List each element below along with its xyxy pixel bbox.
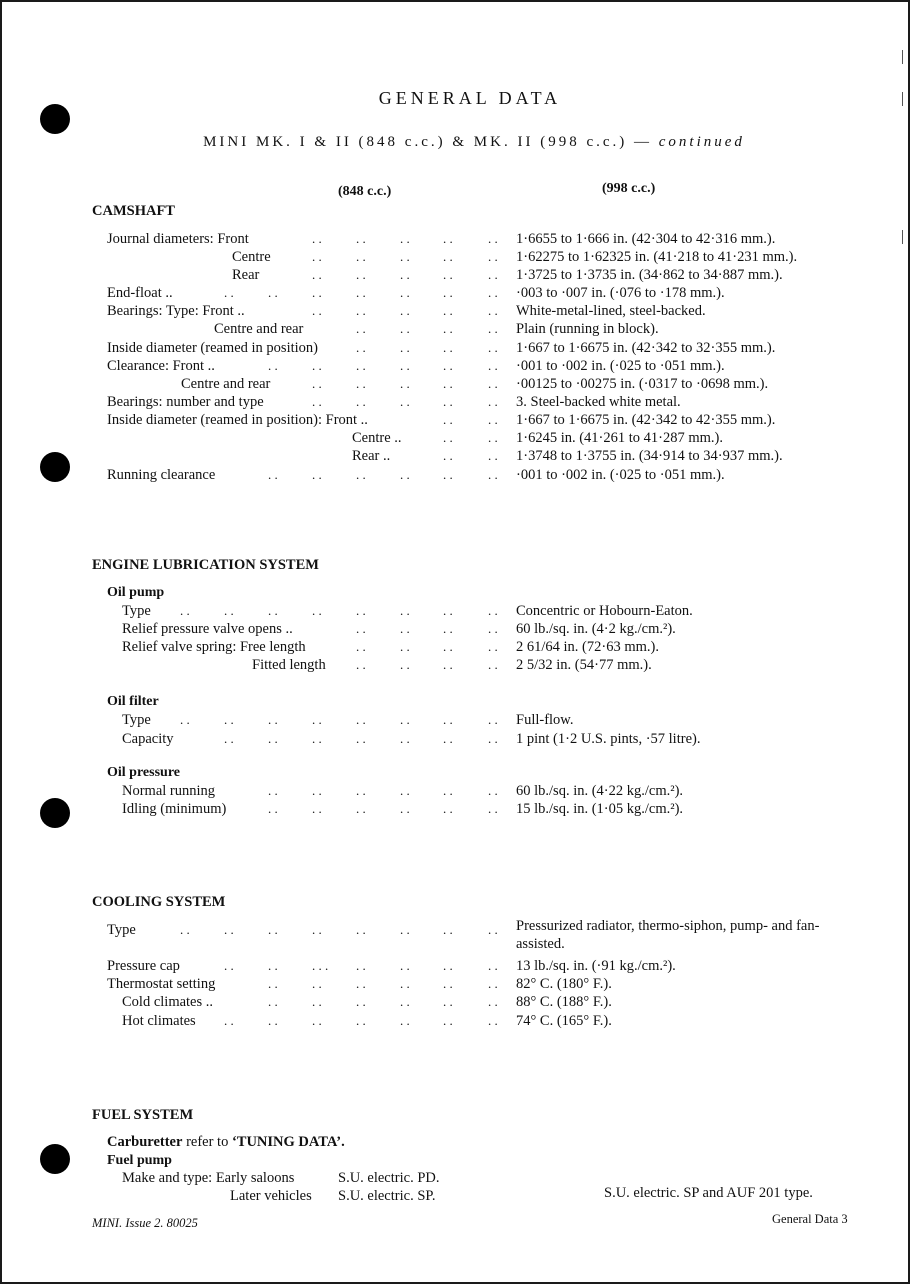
- row-label: Clearance: Front ..: [107, 358, 215, 374]
- row-value: Pressurized radiator, thermo-siphon, pump- and fan-assisted.: [516, 918, 820, 952]
- row-value: 2 61/64 in. (72·63 mm.).: [516, 639, 659, 655]
- table-row: Inside diameter (reamed in position) . . . . . . . . 1·667 to 1·6675 in. (42·342 to 32·355 mm.).: [107, 340, 776, 356]
- row-value: Plain (running in block).: [516, 321, 659, 337]
- table-row: Centre .. . . . . 1·6245 in. (41·261 to 41·287 mm.).: [352, 430, 724, 446]
- row-label: Running clearance: [107, 467, 216, 483]
- later-value: S.U. electric. SP.: [338, 1188, 436, 1204]
- row-value: 82° C. (180° F.).: [516, 976, 612, 992]
- table-row: Fitted length . . . . . . . . 2 5/32 in. (54·77 mm.).: [252, 657, 652, 673]
- table-row: Clearance: Front .. . . . . . . . . . . . . ·001 to ·002 in. (·025 to ·051 mm.).: [107, 358, 725, 374]
- column-head-848: (848 c.c.): [338, 184, 392, 199]
- table-row: Inside diameter (reamed in position): Front .. . . . . 1·667 to 1·6675 in. (42·342 to 42·355 mm.).: [107, 412, 776, 428]
- row-label: Rear: [232, 267, 260, 283]
- table-row: Type . . . . . . . . . . . . . . . . Pressurized radiator, thermo-siphon, pump- and fan-assisted.: [0, 921, 910, 939]
- subtitle-continued: continued: [658, 134, 745, 150]
- row-value: 1·6245 in. (41·261 to 41·287 mm.).: [516, 430, 724, 446]
- row-value: 1·667 to 1·6675 in. (42·342 to 32·355 mm.).: [516, 340, 776, 356]
- row-value: 1·3748 to 1·3755 in. (34·914 to 34·937 mm.).: [516, 448, 783, 464]
- row-label: Centre: [232, 249, 271, 265]
- subhead-oil-filter: Oil filter: [107, 694, 159, 709]
- row-value: 1·6655 to 1·666 in. (42·304 to 42·316 mm.).: [516, 231, 776, 247]
- subhead-oil-pump: Oil pump: [107, 585, 165, 600]
- row-value: ·001 to ·002 in. (·025 to ·051 mm.).: [516, 358, 725, 374]
- table-row: Centre . . . . . . . . . . 1·62275 to 1·62325 in. (41·218 to 41·231 mm.).: [232, 249, 798, 265]
- row-label: Centre and rear: [214, 321, 304, 337]
- table-row: Type . . . . . . . . . . . . . . . . Full-flow.: [122, 712, 574, 728]
- row-value: White-metal-lined, steel-backed.: [516, 303, 706, 319]
- row-label: Type: [107, 922, 136, 938]
- table-row: Relief pressure valve opens .. . . . . . . . . 60 lb./sq. in. (4·2 kg./cm.²).: [122, 621, 676, 637]
- edge-mark: [902, 50, 903, 64]
- table-row: Hot climates . . . . . . . . . . . . . . 74° C. (165° F.).: [122, 1013, 612, 1029]
- row-value: ·00125 to ·00275 in. (·0317 to ·0698 mm.).: [516, 376, 769, 392]
- carburetter-label: Carburetter: [107, 1134, 183, 1150]
- row-label: Bearings: number and type: [107, 394, 264, 410]
- row-label: Type: [122, 712, 151, 728]
- row-label: Hot climates: [122, 1013, 196, 1029]
- table-row: Relief valve spring: Free length . . . . . . . . 2 61/64 in. (72·63 mm.).: [122, 639, 659, 655]
- table-row: Normal running . . . . . . . . . . . . 60 lb./sq. in. (4·22 kg./cm.²).: [122, 783, 684, 799]
- section-camshaft-title: CAMSHAFT: [92, 203, 175, 219]
- carburetter-line: [107, 1134, 345, 1151]
- table-row: Journal diameters: Front . . . . . . . . . . 1·6655 to 1·666 in. (42·304 to 42·316 mm.).: [107, 231, 776, 247]
- table-row: Running clearance . . . . . . . . . . . . ·001 to ·002 in. (·025 to ·051 mm.).: [107, 467, 725, 483]
- table-row: Centre and rear . . . . . . . . Plain (running in block).: [214, 321, 659, 337]
- table-row: Cold climates .. . . . . . . . . . . . . 88° C. (188° F.).: [122, 994, 612, 1010]
- subhead-oil-pressure: Oil pressure: [107, 765, 180, 780]
- row-label: Relief valve spring: Free length: [122, 639, 306, 655]
- table-row: Idling (minimum) . . . . . . . . . . . . 15 lb./sq. in. (1·05 kg./cm.²).: [122, 801, 684, 817]
- table-row: Rear .. . . . . 1·3748 to 1·3755 in. (34·914 to 34·937 mm.).: [352, 448, 783, 464]
- row-value: 1 pint (1·2 U.S. pints, ·57 litre).: [516, 731, 701, 747]
- row-label: Normal running: [122, 783, 216, 799]
- row-value: 74° C. (165° F.).: [516, 1013, 612, 1029]
- table-row: Pressure cap . . . . . . . . . . . . . . . 13 lb./sq. in. (·91 kg./cm.²).: [107, 958, 676, 974]
- table-row: Bearings: number and type . . . . . . . . . . 3. Steel-backed white metal.: [107, 394, 681, 410]
- row-value: 1·667 to 1·6675 in. (42·342 to 42·355 mm.).: [516, 412, 776, 428]
- row-label: End-float ..: [107, 285, 173, 301]
- subtitle-main: MINI MK. I & II (848 c.c.) & MK. II (998 c.c.) —: [203, 134, 652, 150]
- row-value: 60 lb./sq. in. (4·2 kg./cm.²).: [516, 621, 676, 637]
- row-label: Type: [122, 603, 151, 619]
- table-row: Rear . . . . . . . . . . 1·3725 to 1·3735 in. (34·862 to 34·887 mm.).: [232, 267, 783, 283]
- section-lubrication-title: ENGINE LUBRICATION SYSTEM: [92, 557, 319, 573]
- footer-page-number: General Data 3: [772, 1212, 848, 1226]
- row-value: 2 5/32 in. (54·77 mm.).: [516, 657, 652, 673]
- row-value: 88° C. (188° F.).: [516, 994, 612, 1010]
- table-row: Type . . . . . . . . . . . . . . . . Concentric or Hobourn-Eaton.: [122, 603, 693, 619]
- row-value: Full-flow.: [516, 712, 574, 728]
- footer-issue: MINI. Issue 2. 80025: [92, 1216, 198, 1230]
- table-row: End-float .. . . . . . . . . . . . . . . ·003 to ·007 in. (·076 to ·178 mm.).: [107, 285, 725, 301]
- row-label: Inside diameter (reamed in position): [107, 340, 318, 356]
- row-value: Concentric or Hobourn-Eaton.: [516, 603, 693, 619]
- row-value: 1·3725 to 1·3735 in. (34·862 to 34·887 mm.).: [516, 267, 783, 283]
- row-label: Idling (minimum): [122, 801, 227, 817]
- subhead-fuel-pump: Fuel pump: [107, 1153, 172, 1168]
- row-label: Journal diameters: Front: [107, 231, 249, 247]
- row-label: Capacity: [122, 731, 174, 747]
- column-head-998: (998 c.c.): [602, 181, 656, 196]
- table-row: Bearings: Type: Front .. . . . . . . . . . . White-metal-lined, steel-backed.: [107, 303, 706, 319]
- make-early-value: S.U. electric. PD.: [338, 1170, 440, 1186]
- row-label: Rear ..: [352, 448, 391, 464]
- row-label: Cold climates ..: [122, 994, 214, 1010]
- row-value: 3. Steel-backed white metal.: [516, 394, 681, 410]
- tuning-data-ref: ‘TUNING DATA’.: [231, 1134, 345, 1150]
- page-title: GENERAL DATA: [378, 88, 562, 108]
- row-value: 13 lb./sq. in. (·91 kg./cm.²).: [516, 958, 676, 974]
- row-label: Thermostat setting: [107, 976, 216, 992]
- row-value: 1·62275 to 1·62325 in. (41·218 to 41·231 mm.).: [516, 249, 798, 265]
- row-label: Inside diameter (reamed in position): Front ..: [107, 412, 368, 428]
- table-row: Thermostat setting . . . . . . . . . . . . 82° C. (180° F.).: [107, 976, 612, 992]
- section-cooling-title: COOLING SYSTEM: [92, 894, 226, 910]
- row-label: Centre ..: [352, 430, 402, 446]
- later-label: Later vehicles: [230, 1188, 312, 1204]
- punch-hole-4: [40, 1144, 70, 1174]
- fuel-pump-998-value: S.U. electric. SP and AUF 201 type.: [604, 1185, 813, 1201]
- row-label: Pressure cap: [107, 958, 180, 974]
- table-row: Capacity . . . . . . . . . . . . . . 1 pint (1·2 U.S. pints, ·57 litre).: [122, 731, 701, 747]
- row-label: Relief pressure valve opens ..: [122, 621, 293, 637]
- row-value: 15 lb./sq. in. (1·05 kg./cm.²).: [516, 801, 684, 817]
- row-value: ·001 to ·002 in. (·025 to ·051 mm.).: [516, 467, 725, 483]
- page-subtitle: [0, 134, 910, 151]
- row-value: ·003 to ·007 in. (·076 to ·178 mm.).: [516, 285, 725, 301]
- row-label: Fitted length: [252, 657, 326, 673]
- row-value: 60 lb./sq. in. (4·22 kg./cm.²).: [516, 783, 684, 799]
- row-label: Centre and rear: [181, 376, 271, 392]
- section-fuel-title: FUEL SYSTEM: [92, 1107, 194, 1123]
- row-label: Bearings: Type: Front ..: [107, 303, 245, 319]
- make-label: Make and type: Early saloons: [122, 1170, 295, 1186]
- table-row: Centre and rear . . . . . . . . . . ·00125 to ·00275 in. (·0317 to ·0698 mm.).: [181, 376, 769, 392]
- carburetter-text: refer to: [186, 1134, 229, 1150]
